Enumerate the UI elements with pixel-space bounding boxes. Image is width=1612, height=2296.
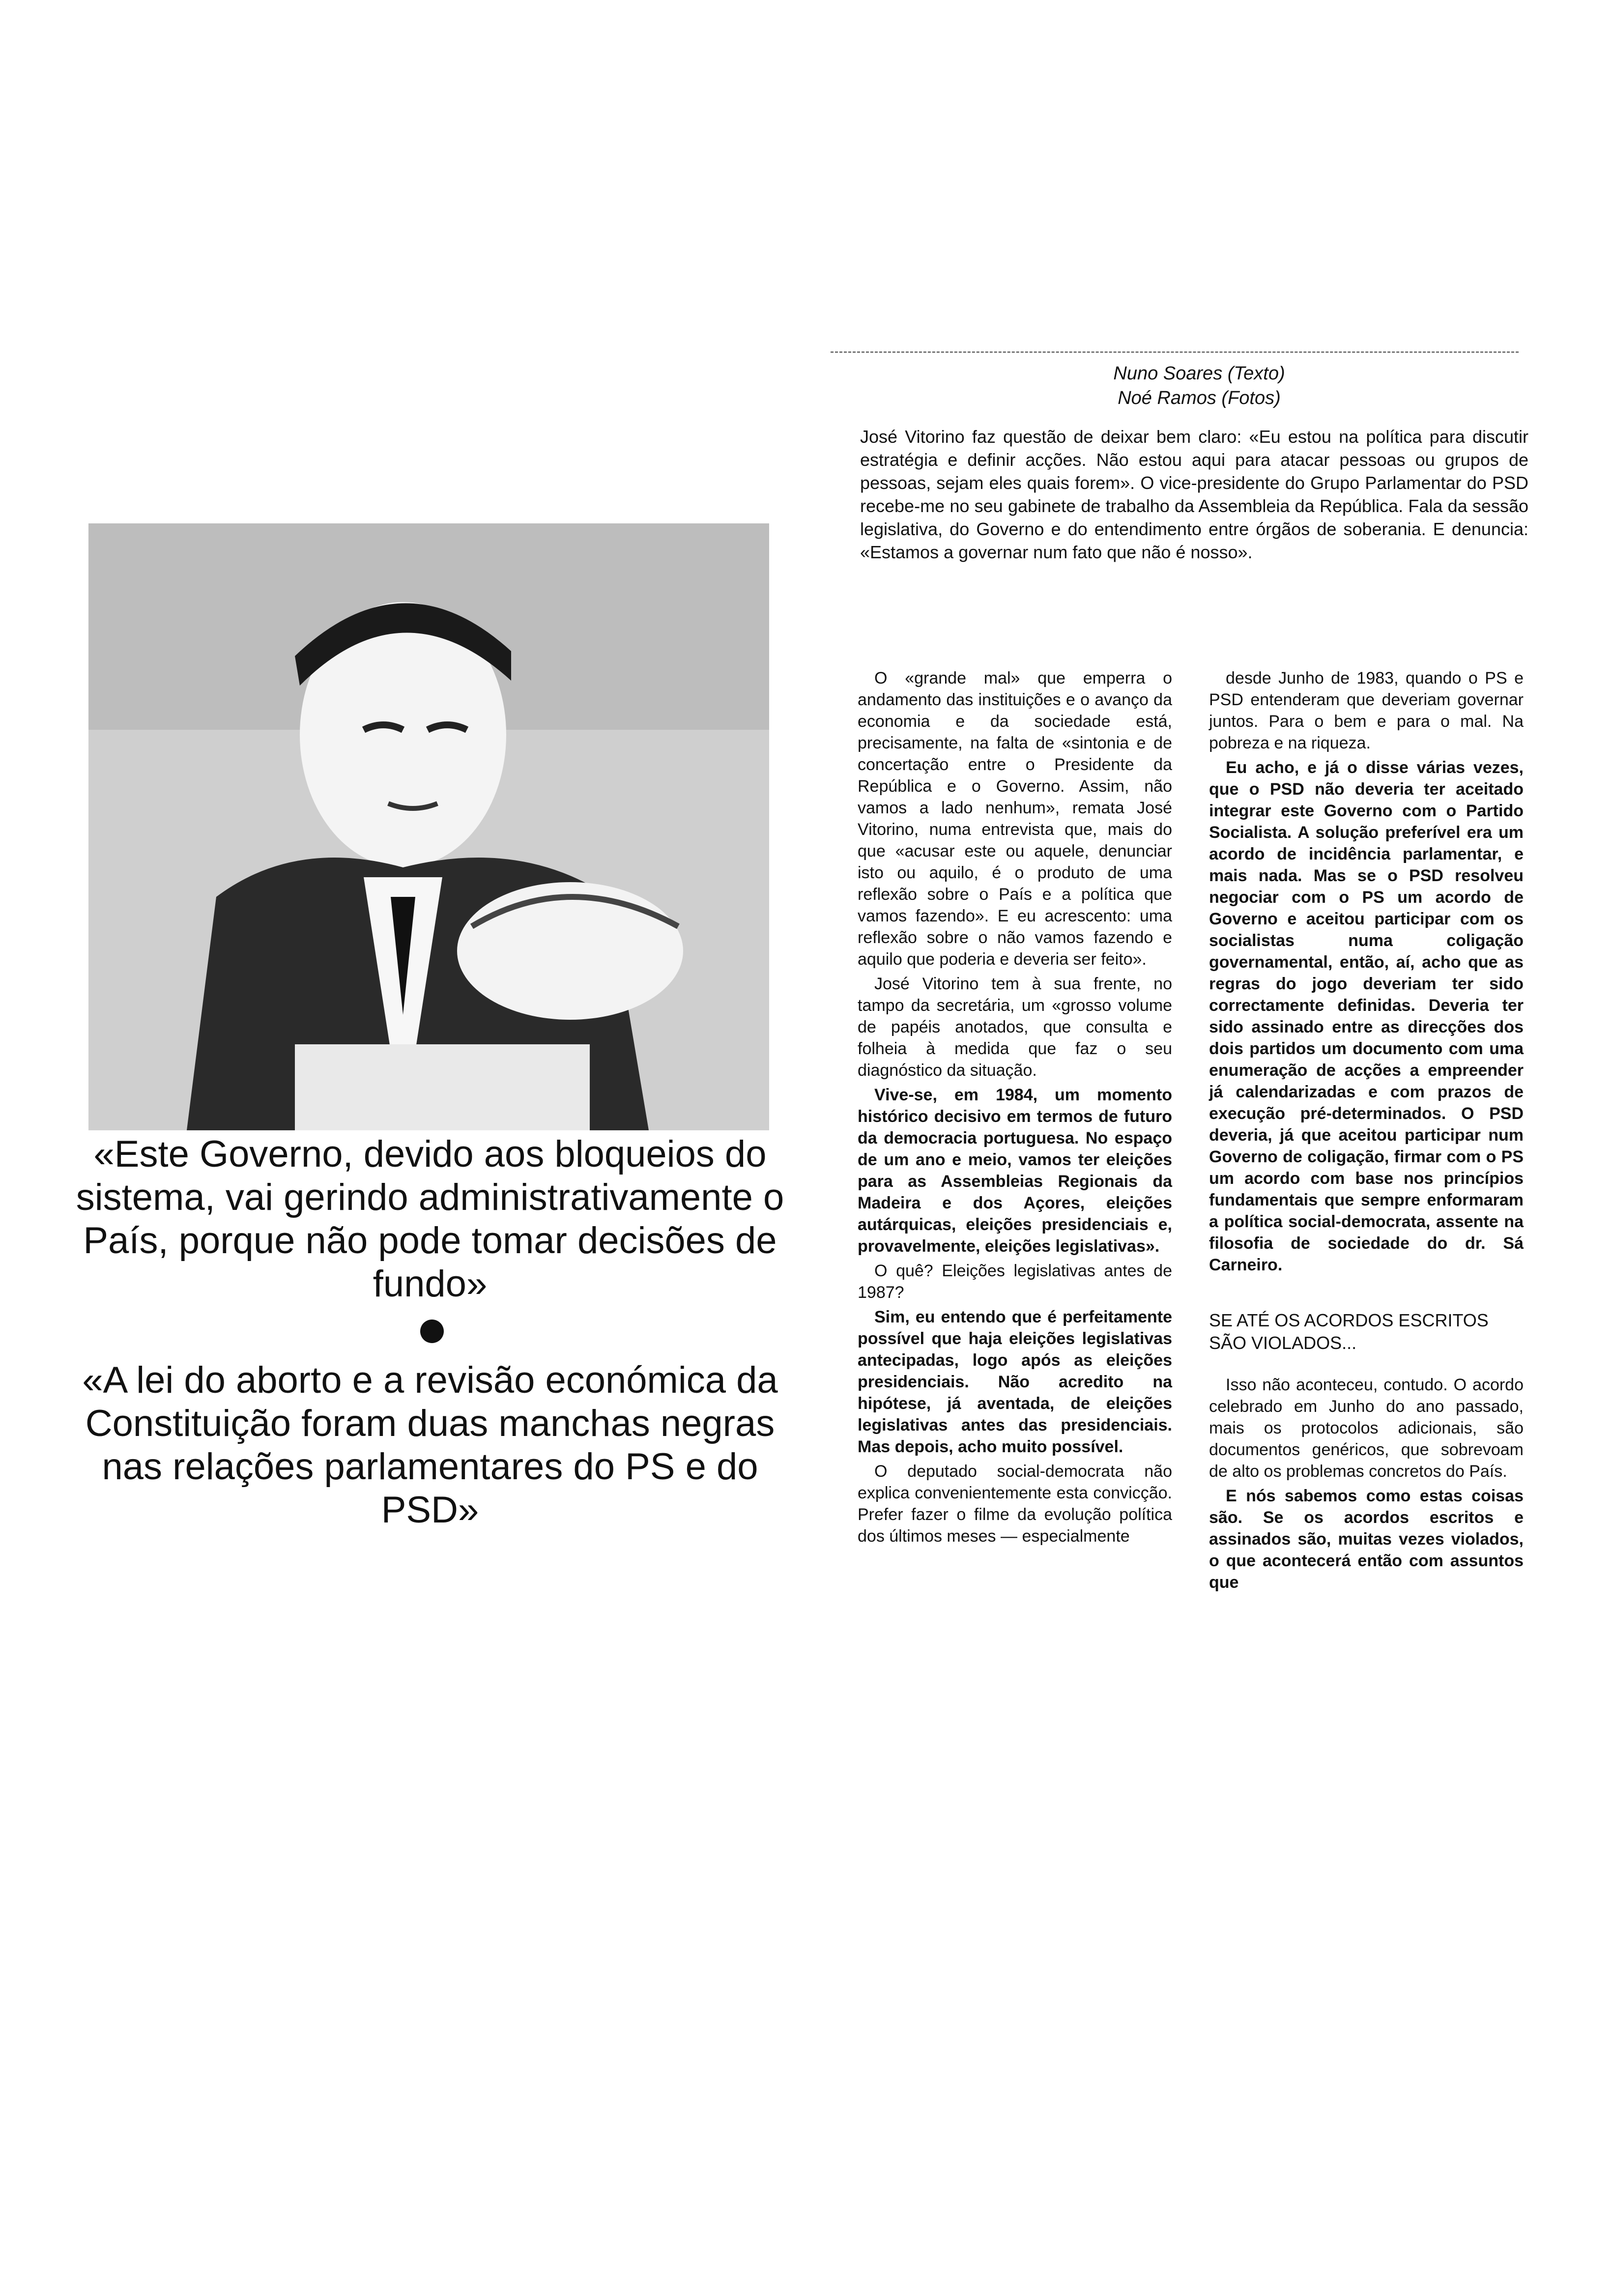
paragraph: desde Junho de 1983, quando o PS e PSD entenderam que deveriam governar juntos. Para o bem e para o mal. Na pobreza e na riqueza. — [1209, 669, 1524, 752]
portrait-photo-drawing — [88, 523, 769, 1130]
paragraph: Sim, eu entendo que é perfeitamente possível que haja eleições legislativas antecipadas, logo após as eleições presidenciais. Não acredito na hipótese, já aventada, de eleições legislativas antes das presidenciais. Mas depois, acho muito possível. — [858, 1308, 1172, 1456]
section-subhead: SE ATÉ OS ACORDOS ESCRITOS SÃO VIOLADOS... — [1209, 1310, 1489, 1353]
credits — [1096, 361, 1302, 410]
header-rule — [831, 351, 1519, 353]
portrait-photo — [88, 523, 769, 1130]
paragraph: Eu acho, e já o disse várias vezes, que o PSD não deveria ter aceitado integrar este Governo com o Partido Socialista. A solução preferível era um acordo de incidência parlamentar, e mais nada. Mas se o PSD resolveu negociar com o PS um acordo de Governo e aceitou participar com os socialistas numa coligação governamental, então, aí, acho que as regras do jogo deveriam ter sido correctamente definidas. Deveria ter sido assinado entre as direcções dos dois partidos um documento com uma enumeração de acções a empreender já calendarizadas e com prazos de execução pré-determinados. O PSD deveria, já que aceitou participar num Governo de coligação, firmar com o PS um acordo com base nos princípios fundamentais que sempre enformaram a política social-democrata, assente na filosofia de sociedade do dr. Sá Carneiro. — [1209, 758, 1524, 1274]
paragraph: Isso não aconteceu, contudo. O acordo celebrado em Junho do ano passado, mais os protocolos adicionais, são documentos genéricos, que sobrevoam de alto os problemas concretos do País. — [1209, 1376, 1524, 1481]
pull-quote-aborto: «A lei do aborto e a revisão económica da Constituição foram duas manchas negras nas relações parlamentares do PS e do PSD» — [82, 1359, 778, 1531]
paragraph: E nós sabemos como estas coisas são. Se os acordos escritos e assinados são, muitas vezes violados, o que acontecerá então com assuntos que — [1209, 1487, 1524, 1592]
article-column-2 — [1209, 667, 1524, 1596]
photo-credit: Noé Ramos (Fotos) — [1118, 388, 1281, 408]
paragraph: Vive-se, em 1984, um momento histórico decisivo em termos de futuro da democracia portuguesa. No espaço de um ano e meio, vamos ter eleições para as Assembleias Regionais da Madeira e dos Açores, eleições autárquicas, eleições presidenciais e, provavelmente, eleições legislativas». — [858, 1086, 1172, 1256]
text-credit: Nuno Soares (Texto) — [1113, 363, 1285, 384]
article-lede: José Vitorino faz questão de deixar bem claro: «Eu estou na política para discutir estratégia e definir acções. Não estou aqui para atacar pessoas ou grupos de pessoas, sejam eles quais forem». O vice-presidente do Grupo Parlamentar do PSD recebe-me no seu gabinete de trabalho da Assembleia da República. Fala da sessão legislativa, do Governo e do entendimento entre órgãos de soberania. E denuncia: «Estamos a governar num fato que não é nosso». — [860, 427, 1528, 562]
paragraph: O «grande mal» que emperra o andamento das instituições e o avanço da economia e da sociedade está, precisamente, na falta de «sintonia e de concertação entre o Presidente da República e o Governo. Assim, não vamos a lado nenhum», remata José Vitorino, numa entrevista que, mais do que «acusar este ou aquele, denunciar isto ou aquilo, é o produto de uma reflexão sobre o País e a política que vamos fazendo». E eu acrescento: uma reflexão sobre o não vamos fazendo e aquilo que poderia e deveria ser feito». — [858, 669, 1172, 969]
paragraph: O deputado social-democrata não explica convenientemente esta convicção. Prefer fazer o filme da evolução política dos últimos meses — especialmente — [858, 1462, 1172, 1546]
pull-quote-governo: «Este Governo, devido aos bloqueios do sistema, vai gerindo administrativamente o País, porque não pode tomar decisões de fundo» — [76, 1133, 784, 1305]
paragraph: José Vitorino tem à sua frente, no tampo da secretária, um «grosso volume de papéis anotados, que consulta e folheia à medida que faz o seu diagnóstico da situação. — [858, 975, 1172, 1080]
article-column-1 — [858, 667, 1172, 1550]
paragraph: O quê? Eleições legislativas antes de 1987? — [858, 1262, 1172, 1302]
bullet-separator — [420, 1320, 444, 1343]
